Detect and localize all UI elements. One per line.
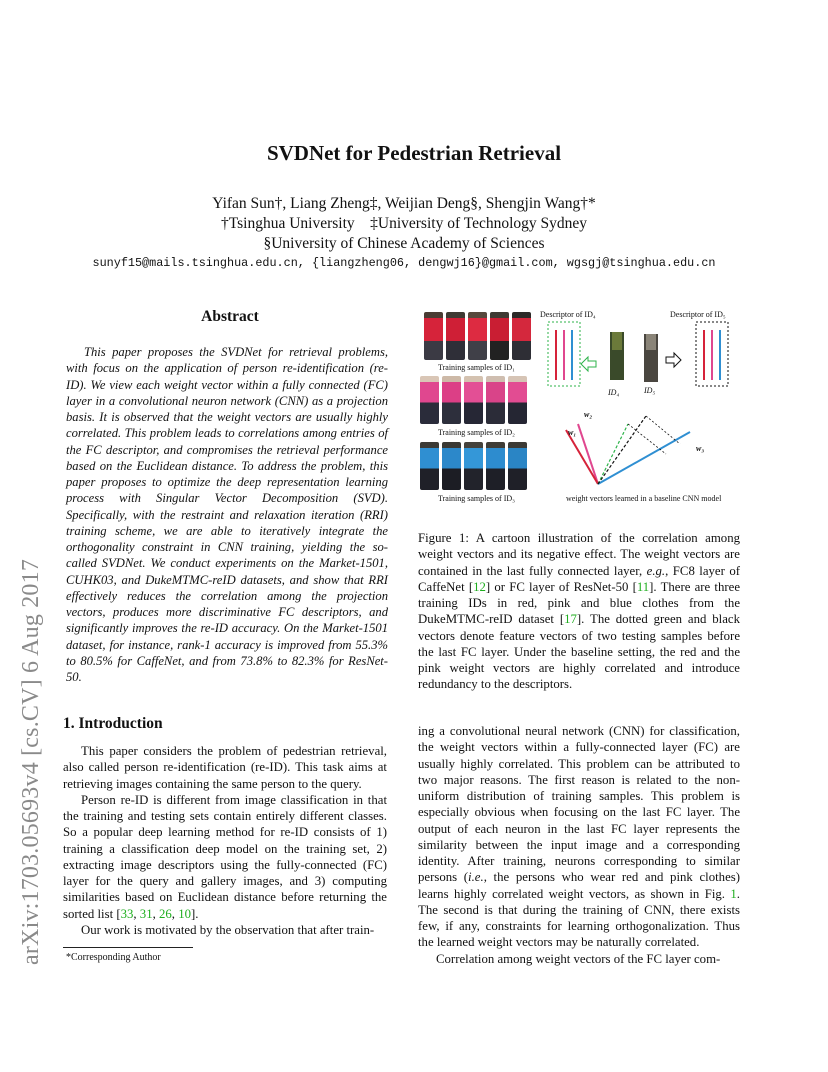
affiliation-line-2: §University of Chinese Academy of Sciences bbox=[263, 235, 545, 252]
paragraph-text: , the persons who wear red and pink clothes) learns highly correlated weight vectors, as shown in Fig. bbox=[418, 870, 740, 901]
paragraph: Correlation among weight vectors of the FC layer com- bbox=[436, 951, 721, 966]
caption-eg: e.g. bbox=[646, 563, 666, 578]
paragraph-text: Person re-ID is different from image classification in that the training and testing sets contain entirely different classes. So a popular deep learning method for re-ID consists of 1) training a classification deep model on the training set, 2) extracting image descriptors using the fully-connected (FC) layer for the query and gallery images, and 3) computing similarities based on Euclidean distance before returning the sorted list [ bbox=[63, 792, 387, 921]
arxiv-identifier: arXiv:1703.05693v4 [cs.CV] 6 Aug 2017 bbox=[18, 558, 44, 965]
footnote-divider bbox=[63, 947, 193, 948]
paragraph-text: ing a convolutional neural network (CNN) for classification, the weight vectors within a fully-connected layer (FC) are usually highly correlated. This problem can be attributed to two major reasons. The first reason is related to the non-uniform distribution of training samples. This problem is especially obvious when focusing on the last FC layer. The output of each neuron in the last FC layer represents the similarity between the input image and a corresponding identity. After training, neurons corresponding to similar persons ( bbox=[418, 724, 740, 885]
figure-label-w1: w₁ bbox=[568, 428, 577, 437]
paragraph: This paper considers the problem of pedestrian retrieval, also called person re-identification (re-ID). This task aims at retrieving images containing the same person to the query. bbox=[63, 744, 387, 791]
paragraph-text: . The second is that during the training of CNN, there exists few, if any, constraints for learning orthogonalization. Thus the learned weight vectors may be naturally correlated. bbox=[418, 886, 740, 950]
citation-link[interactable]: 33 bbox=[120, 906, 134, 921]
affiliation-line-1: †Tsinghua University ‡University of Technology Sydney bbox=[220, 215, 588, 232]
figure-label-desc4: Descriptor of ID₄ bbox=[540, 310, 596, 319]
author-block bbox=[0, 194, 808, 254]
caption-part: ] or FC layer of ResNet-50 [ bbox=[485, 579, 637, 594]
paragraph: Our work is motivated by the observation that after train- bbox=[81, 922, 375, 937]
author-list: Yifan Sun†, Liang Zheng‡, Weijian Deng§, Shengjin Wang†* bbox=[212, 195, 596, 212]
citation-link[interactable]: 31 bbox=[139, 906, 153, 921]
abstract-text: This paper proposes the SVDNet for retrieval problems, with focus on the application of person re-identification (re-ID). We view each weight vector within a fully connected (FC) layer in a convolutional neuron network (CNN) as a projection basis. It is observed that the weight vectors are usually highly correlated. This problem leads to correlations among entries of the FC descriptor, and compromises the retrieval performance based on the Euclidean distance. To address the problem, this paper proposes to optimize the deep representation learning process with Singular Vector Decomposition (SVD). Specifically, with the restraint and relaxation iteration (RRI) training scheme, we are able to iteratively integrate the orthogonality constraint in CNN training, yielding the so-called SVDNet. We conduct experiments on the Market-1501, CUHK03, and DukeMTMC-reID datasets, and show that RRI effectively reduces the correlation among the projection vectors, produces more discriminative FC descriptors, and significantly improves the re-ID accuracy. On the Market-1501 dataset, for instance, rank-1 accuracy is improved from 55.3% to 80.5% for CaffeNet, and from 73.8% to 82.3% for ResNet-50. bbox=[66, 345, 388, 684]
figure-1 bbox=[418, 304, 742, 504]
paragraph bbox=[418, 723, 740, 951]
citation-link[interactable]: 12 bbox=[473, 579, 486, 594]
caption-part: ]. There are three training IDs in red, pink and blue clothes from the DukeMTMC-reID dataset [ bbox=[418, 579, 740, 627]
figure-label-id2: Training samples of ID₂ bbox=[438, 428, 515, 437]
figure-label-id5: ID₅ bbox=[644, 386, 656, 395]
figure-label-desc5: Descriptor of ID₅ bbox=[670, 310, 726, 319]
figure-label-id1: Training samples of ID₁ bbox=[438, 363, 515, 372]
descriptor-diagram bbox=[418, 304, 742, 504]
figure-label-w3: w₃ bbox=[696, 444, 705, 453]
citation-link[interactable]: 26 bbox=[159, 906, 172, 921]
caption-part: ]. The dotted green and black vectors denote feature vectors of two testing samples before the last FC layer. Under the baseline setting, the red and the pink weight vectors are highly correlated and introduce redundancy to the descriptors. bbox=[418, 612, 740, 692]
citation-link[interactable]: 17 bbox=[564, 612, 577, 627]
caption-part: Figure 1: A cartoon illustration of the correlation among weight vectors and its negative effect. The weight vectors are contained in the last fully connected layer, bbox=[418, 531, 740, 578]
intro-right-column bbox=[418, 723, 740, 967]
figure-link[interactable]: 1 bbox=[730, 886, 737, 901]
abstract-heading: Abstract bbox=[201, 308, 259, 325]
section-heading-introduction: 1. Introduction bbox=[63, 715, 163, 732]
paper-title: SVDNet for Pedestrian Retrieval bbox=[266, 141, 562, 165]
author-emails: sunyf15@mails.tsinghua.edu.cn, {liangzheng06, dengwj16}@gmail.com, wgsgj@tsinghua.edu.cn bbox=[92, 256, 716, 270]
paragraph: Person re-ID is different from image classification in that the training and testing sets contain entirely different classes. So a popular deep learning method for re-ID consists of 1) training a classification deep model on the training set, 2) extracting image descriptors using the fully-connected (FC) layer for the query and gallery images, and 3) computing similarities based on Euclidean distance before returning the sorted list [33, 31, 26, 10]. bbox=[63, 792, 387, 921]
intro-left-column bbox=[63, 743, 387, 938]
caption-part: , FC8 layer of CaffeNet [ bbox=[418, 563, 740, 594]
figure-1-caption bbox=[418, 530, 740, 693]
figure-label-bottom: weight vectors learned in a baseline CNN model bbox=[566, 494, 722, 503]
figure-label-id4: ID₄ bbox=[608, 388, 620, 397]
figure-label-id3: Training samples of ID₃ bbox=[438, 494, 515, 503]
citation-link[interactable]: 11 bbox=[636, 579, 650, 594]
citation-link[interactable]: 10 bbox=[178, 906, 191, 921]
ie-italic: i.e. bbox=[468, 870, 484, 885]
footnote: *Corresponding Author bbox=[66, 952, 161, 963]
figure-label-w2: w₂ bbox=[584, 410, 593, 419]
